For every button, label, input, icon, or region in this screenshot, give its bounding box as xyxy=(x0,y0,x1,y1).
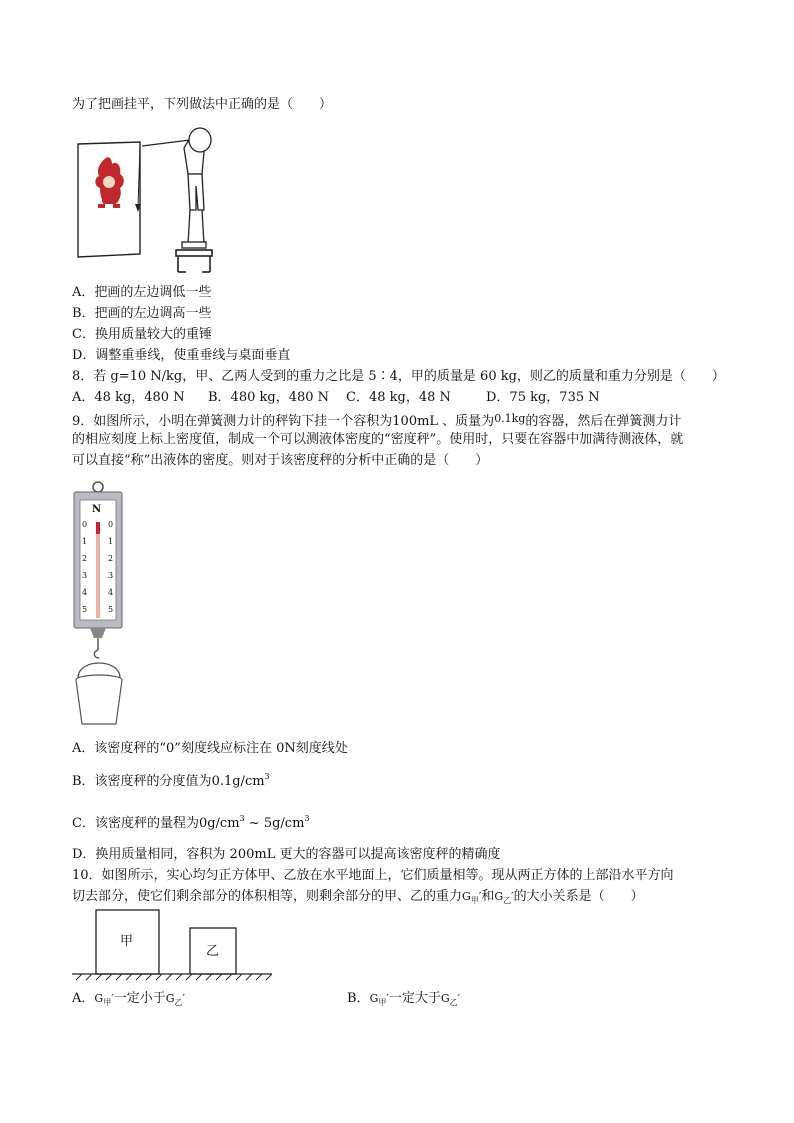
q10-g-jia-symbol: G xyxy=(462,890,471,903)
q10-a-g-yi-prime: ′ xyxy=(182,992,185,1005)
q10-g-yi-sub: 乙 xyxy=(503,896,512,905)
q10-g-jia xyxy=(462,890,481,903)
q9-mass-value: 0.1kg xyxy=(494,412,526,425)
q10-option-b-text: 一定大于 xyxy=(388,991,441,1006)
scale-tick-labels-left xyxy=(82,516,87,618)
scale-tick-2: 2 xyxy=(82,554,88,563)
q10-b-g-jia-sub: 甲 xyxy=(378,998,387,1007)
q10-b-g-yi-prime: ′ xyxy=(457,992,461,1005)
q9-line3: 可以直接“称”出液体的密度。则对于该密度秤的分析中正确的是（ ） xyxy=(72,453,489,468)
q10-option-a-g-jia xyxy=(94,992,113,1005)
q10-figure-drawing xyxy=(72,908,272,983)
q9-option-d: D．换用质量相同，容积为 200mL 更大的容器可以提高该密度秤的精确度 xyxy=(72,847,501,862)
q10-b-g-jia-symbol: G xyxy=(369,992,379,1005)
q9-option-b-exp: 3 xyxy=(264,772,270,781)
spring-scale-body xyxy=(72,480,132,730)
q10-g-yi-symbol: G xyxy=(494,890,504,903)
q9-option-c xyxy=(72,814,310,834)
scale-tick-labels-right xyxy=(108,516,113,618)
block-jia-label: 甲 xyxy=(120,934,134,949)
q9-option-c-max: 5g/cm xyxy=(263,816,305,831)
q9-option-c-max-exp: 3 xyxy=(304,814,310,823)
scale-tick-4: 4 xyxy=(82,588,88,597)
q10-g-jia-prime: ′ xyxy=(478,890,482,903)
q9-line2: 的相应刻度上标上密度值，制成一个可以测液体密度的“密度秤”。使用时，只要在容器中加满待测液体，就 xyxy=(72,432,684,447)
q10-a-g-jia-prime: ′ xyxy=(111,992,114,1005)
q10-option-a-text: 一定小于 xyxy=(113,991,166,1006)
q9-option-c-text: C．该密度秤的量程为 xyxy=(72,816,199,831)
q9-option-c-tilde: ~ xyxy=(244,816,264,831)
scale-tick-2-right: 2 xyxy=(108,554,114,563)
q10-option-b-g-jia xyxy=(370,992,389,1005)
q8-stem: 8．若 g=10 N/kg，甲、乙两人受到的重力之比是 5∶4，甲的质量是 60 kg，则乙的质量和重力分别是（ ） xyxy=(72,369,725,384)
scale-tick-5: 5 xyxy=(82,605,88,614)
scale-tick-1: 1 xyxy=(82,537,88,546)
q10-line2-b: 的大小关系是（ ） xyxy=(513,889,644,904)
q10-line1: 10．如图所示，实心均匀正方体甲、乙放在水平地面上，它们质量相等。现从两正方体的上部沿水平方向 xyxy=(72,868,674,883)
q7-figure xyxy=(72,122,232,277)
q10-a-g-yi-symbol: G xyxy=(165,992,175,1005)
q10-option-b xyxy=(347,989,460,1009)
q9-option-c-min: 0g/cm xyxy=(198,816,240,831)
q9-line1 xyxy=(72,409,681,432)
q10-option-a-letter: A． xyxy=(72,991,95,1006)
q10-option-a xyxy=(72,989,185,1009)
q9-line1-b: 的容器，然后在弹簧测力计 xyxy=(525,414,682,429)
q10-option-b-letter: B． xyxy=(347,991,370,1006)
q9-option-b-text: B．该密度秤的分度值为 xyxy=(72,774,212,789)
q10-option-a-g-yi xyxy=(166,992,185,1005)
q8-option-a: A．48 kg，480 N xyxy=(72,390,185,405)
q9-option-b-value: 0.1g/cm xyxy=(211,774,265,789)
scale-tick-5-right: 5 xyxy=(108,605,114,614)
scale-tick-4-right: 4 xyxy=(108,588,114,597)
q10-and: 和 xyxy=(481,889,495,904)
q10-a-g-jia-symbol: G xyxy=(94,992,104,1005)
q10-g-jia-sub: 甲 xyxy=(470,896,479,905)
q10-line2 xyxy=(72,887,644,907)
q10-a-g-yi-sub: 乙 xyxy=(174,998,183,1007)
q7-option-b: B．把画的左边调高一些 xyxy=(72,306,212,321)
q10-figure xyxy=(72,908,272,983)
ground-hatching xyxy=(76,974,272,980)
q8-option-c: C．48 kg，48 N xyxy=(346,390,451,405)
scale-tick-3: 3 xyxy=(82,571,88,580)
q9-option-b xyxy=(72,772,270,792)
q10-option-b-g-yi xyxy=(441,992,460,1005)
scale-tick-3-right: 3 xyxy=(108,571,114,580)
q7-option-d: D．调整重垂线，使重垂线与桌面垂直 xyxy=(72,348,291,363)
q10-b-g-yi-sub: 乙 xyxy=(449,998,458,1007)
q7-option-a: A．把画的左边调低一些 xyxy=(72,285,212,300)
q10-b-g-jia-prime: ′ xyxy=(386,992,389,1005)
scale-tick-0: 0 xyxy=(82,520,88,529)
person-figure xyxy=(142,128,211,248)
q10-g-yi xyxy=(494,890,513,903)
q8-option-d: D．75 kg，735 N xyxy=(486,390,600,405)
q10-g-yi-prime: ′ xyxy=(511,890,514,903)
q9-line1-a: 9．如图所示，小明在弹簧测力计的秤钩下挂一个容积为100mL 、质量为 xyxy=(72,414,495,429)
scale-tick-1-right: 1 xyxy=(108,537,114,546)
block-yi-label: 乙 xyxy=(206,944,220,959)
q7-stem: 为了把画挂平，下列做法中正确的是（ ） xyxy=(72,97,333,112)
q10-b-g-yi-symbol: G xyxy=(440,992,450,1005)
q9-option-a: A．该密度秤的“0”刻度线应标注在 0N刻度线处 xyxy=(72,741,348,756)
scale-tick-0-right: 0 xyxy=(108,520,114,529)
q10-a-g-jia-sub: 甲 xyxy=(103,998,112,1007)
q10-line2-a: 切去部分，使它们剩余部分的体积相等，则剩余部分的甲、乙的重力 xyxy=(72,889,463,904)
q8-option-b: B．480 kg，480 N xyxy=(208,390,330,405)
stool xyxy=(176,250,212,272)
q7-option-c: C．换用质量较大的重锤 xyxy=(72,327,212,342)
spring-scale-figure xyxy=(72,480,132,730)
q9-option-c-min-exp: 3 xyxy=(239,814,245,823)
scale-unit-label: N xyxy=(92,504,102,515)
